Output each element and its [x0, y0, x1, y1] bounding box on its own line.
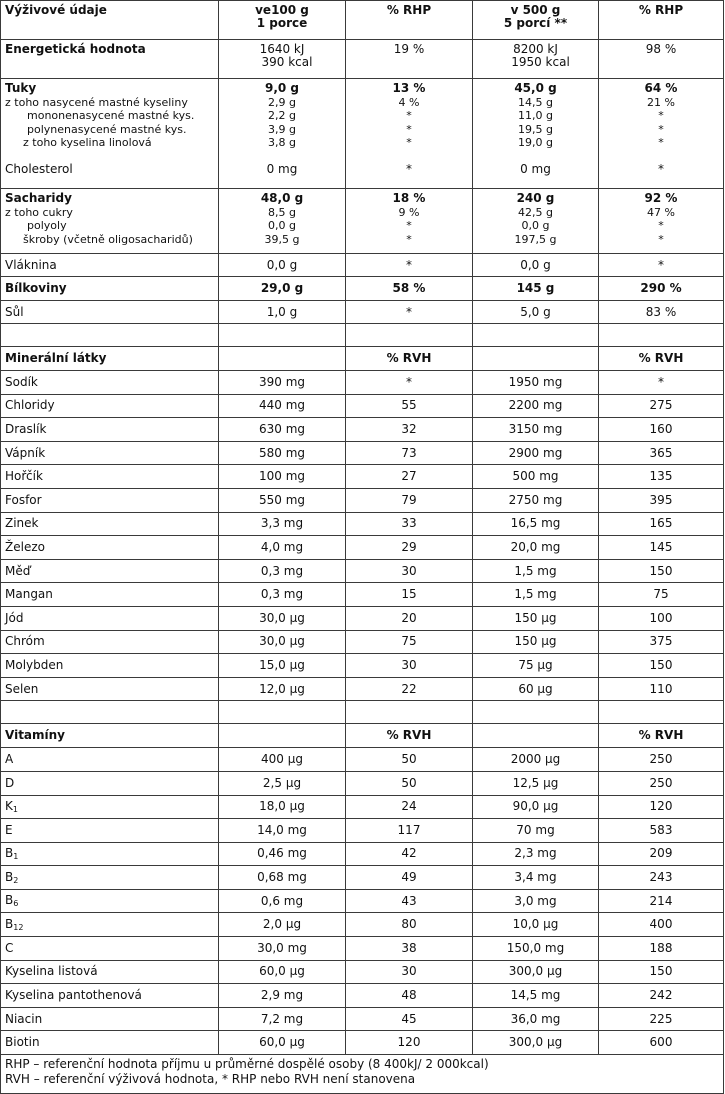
mineral-label: Hořčík [1, 465, 219, 489]
fiber-rhp2: * [599, 254, 724, 277]
vitamin-row [1, 771, 724, 795]
fats-v2-item: 14,5 g [518, 95, 553, 109]
fats-v2-item: 19,5 g [518, 122, 553, 136]
mineral-pack: 2900 mg [473, 441, 599, 465]
vitamin-label: $B_1$ [1, 842, 219, 866]
mineral-row [1, 512, 724, 536]
vitamin-pack: 300,0 µg [473, 1031, 599, 1055]
vitamin-rvh2: 120 [599, 795, 724, 819]
footnote-rvh: RVH – referenční výživová hodnota, * RHP nebo RVH není stanovena [5, 1072, 416, 1087]
rhp-column-header: % RHP [346, 1, 473, 40]
carbs-serving-values [219, 189, 346, 254]
mineral-serving: 4,0 mg [219, 536, 346, 560]
mineral-serving: 0,3 mg [219, 583, 346, 607]
nutrition-table-body [1, 1, 724, 1094]
mineral-rvh: 55 [346, 394, 473, 418]
mineral-serving: 30,0 µg [219, 630, 346, 654]
vitamin-serving: 60,0 µg [219, 960, 346, 984]
carbs-v2-item: 0,0 g [521, 219, 550, 233]
fats-v2-item: 11,0 g [518, 109, 553, 123]
fats-rhp-values [346, 79, 473, 189]
vitamin-row [1, 748, 724, 772]
mineral-serving: 440 mg [219, 394, 346, 418]
mineral-row [1, 465, 724, 489]
mineral-label: Měď [1, 559, 219, 583]
vitamin-rvh2: 243 [599, 866, 724, 890]
energy-pack-kj: 8200 kJ [513, 42, 558, 56]
mineral-pack: 150 µg [473, 630, 599, 654]
fats-v1-item: 9,0 g [264, 81, 300, 95]
footnotes [1, 1055, 724, 1094]
mineral-rvh: 15 [346, 583, 473, 607]
mineral-rvh: 32 [346, 418, 473, 442]
mineral-row [1, 606, 724, 630]
mineral-rvh2: 150 [599, 559, 724, 583]
vitamin-serving: 2,9 mg [219, 984, 346, 1008]
vitamin-rvh: 30 [346, 960, 473, 984]
fiber-label: Vláknina [1, 254, 219, 277]
fats-labels-item: mononenasycené mastné kys. [27, 109, 195, 123]
mineral-rvh2: 375 [599, 630, 724, 654]
vitamin-label: $K_1$ [1, 795, 219, 819]
fats-labels-item: z toho nasycené mastné kyseliny [5, 95, 188, 109]
vitamin-row [1, 1031, 724, 1055]
energy-row [1, 40, 724, 79]
pack-header-line-1: v 500 g [510, 3, 561, 17]
vitamin-rvh2: 225 [599, 1007, 724, 1031]
vitamin-rvh: 38 [346, 937, 473, 961]
cholesterol-p1: * [406, 161, 412, 176]
vitamin-rvh2: 150 [599, 960, 724, 984]
header-row [1, 1, 724, 40]
vitamin-row [1, 937, 724, 961]
vitamin-label: $B_2$ [1, 866, 219, 890]
carbs-pack-values [473, 189, 599, 254]
cholesterol-v1: 0 mg [266, 161, 298, 176]
energy-serving-kj: 1640 kJ [259, 42, 305, 56]
mineral-label: Sodík [1, 371, 219, 395]
vitamin-row [1, 889, 724, 913]
vitamin-serving: 0,68 mg [219, 866, 346, 890]
mineral-pack: 16,5 mg [473, 512, 599, 536]
vitamin-rvh2: 209 [599, 842, 724, 866]
vitamin-row [1, 819, 724, 843]
vitamin-rvh: 49 [346, 866, 473, 890]
vitamin-pack: 70 mg [473, 819, 599, 843]
vitamin-rvh: 50 [346, 748, 473, 772]
mineral-rvh: 79 [346, 488, 473, 512]
serving-header-line-2: 1 porce [256, 16, 308, 30]
fiber-row [1, 254, 724, 277]
fats-p1-item: 13 % [392, 81, 426, 95]
vitamin-rvh: 117 [346, 819, 473, 843]
vitamin-rvh: 48 [346, 984, 473, 1008]
vitamin-rvh2: 242 [599, 984, 724, 1008]
mineral-row [1, 536, 724, 560]
vitamin-label: $B_6$ [1, 889, 219, 913]
fats-v2-item: 45,0 g [514, 81, 557, 95]
minerals-rvh2-header: % RVH [599, 347, 724, 371]
vitamin-serving: 18,0 µg [219, 795, 346, 819]
vitamin-rvh: 120 [346, 1031, 473, 1055]
fats-pack-values [473, 79, 599, 189]
vitamin-rvh2: 400 [599, 913, 724, 937]
mineral-pack: 60 µg [473, 677, 599, 701]
mineral-rvh: * [346, 371, 473, 395]
vitamin-pack: 12,5 µg [473, 771, 599, 795]
vitamin-pack: 14,5 mg [473, 984, 599, 1008]
fats-p2-item: * [658, 122, 664, 136]
vitamin-rvh: 80 [346, 913, 473, 937]
mineral-pack: 1,5 mg [473, 559, 599, 583]
carbs-v1-item: 39,5 g [264, 232, 300, 246]
vitamin-row [1, 795, 724, 819]
mineral-rvh: 30 [346, 559, 473, 583]
vitamin-pack: 150,0 mg [473, 937, 599, 961]
vitamin-serving: 0,6 mg [219, 889, 346, 913]
carbs-v2-item: 42,5 g [518, 205, 553, 219]
energy-serving-value [219, 40, 346, 79]
mineral-rvh2: 145 [599, 536, 724, 560]
protein-serving: 29,0 g [219, 277, 346, 301]
vitamin-label: $B_{12}$ [1, 913, 219, 937]
fats-p1-item: 4 % [398, 95, 420, 109]
carbs-v1-item: 8,5 g [268, 205, 296, 219]
vitamin-rvh2: 188 [599, 937, 724, 961]
fats-labels-item: z toho kyselina linolová [23, 136, 152, 150]
carbs-labels-item: škroby (včetně oligosacharidů) [23, 232, 193, 246]
fats-labels [1, 79, 219, 189]
mineral-row [1, 583, 724, 607]
vitamin-serving: 60,0 µg [219, 1031, 346, 1055]
mineral-rvh: 27 [346, 465, 473, 489]
mineral-serving: 3,3 mg [219, 512, 346, 536]
fats-block [1, 79, 724, 189]
mineral-row [1, 418, 724, 442]
vitamin-row [1, 1007, 724, 1031]
carbs-p2-item: * [658, 232, 664, 246]
salt-label: Sůl [1, 301, 219, 324]
salt-serving: 1,0 g [219, 301, 346, 324]
mineral-serving: 30,0 µg [219, 606, 346, 630]
fats-p2-item: * [658, 136, 664, 150]
fats-p2-item: 64 % [644, 81, 678, 95]
vitamins-header-row [1, 724, 724, 748]
vitamin-pack: 2000 µg [473, 748, 599, 772]
minerals-title: Minerální látky [1, 347, 219, 371]
carbs-labels-item: Sacharidy [5, 191, 72, 205]
carbs-v1-item: 0,0 g [268, 219, 296, 233]
fiber-serving: 0,0 g [219, 254, 346, 277]
mineral-rvh2: 160 [599, 418, 724, 442]
vitamin-label: Kyselina pantothenová [1, 984, 219, 1008]
mineral-rvh2: * [599, 371, 724, 395]
mineral-rvh: 73 [346, 441, 473, 465]
fiber-pack: 0,0 g [473, 254, 599, 277]
energy-pack-kcal: 1950 kcal [511, 55, 570, 69]
mineral-rvh2: 365 [599, 441, 724, 465]
fiber-rhp: * [346, 254, 473, 277]
vitamin-rvh: 42 [346, 842, 473, 866]
mineral-pack: 1950 mg [473, 371, 599, 395]
pack-header-line-2: 5 porcí ** [503, 16, 568, 30]
mineral-label: Železo [1, 536, 219, 560]
fats-p2-item: 21 % [647, 95, 675, 109]
vitamin-pack: 300,0 µg [473, 960, 599, 984]
fats-serving-values [219, 79, 346, 189]
energy-rhp: 19 % [346, 40, 473, 79]
vitamin-rvh2: 600 [599, 1031, 724, 1055]
mineral-serving: 580 mg [219, 441, 346, 465]
vitamin-rvh: 50 [346, 771, 473, 795]
mineral-pack: 1,5 mg [473, 583, 599, 607]
mineral-pack: 500 mg [473, 465, 599, 489]
vitamin-rvh2: 583 [599, 819, 724, 843]
mineral-row [1, 677, 724, 701]
protein-rhp: 58 % [346, 277, 473, 301]
fats-v2-item: 19,0 g [518, 136, 553, 150]
vitamin-rvh: 45 [346, 1007, 473, 1031]
nutrition-title: Výživové údaje [1, 1, 219, 40]
mineral-row [1, 654, 724, 678]
mineral-row [1, 371, 724, 395]
carbs-v2-item: 197,5 g [514, 232, 557, 246]
carbs-p2-item: 92 % [644, 191, 678, 205]
mineral-rvh2: 150 [599, 654, 724, 678]
serving-column-header [219, 1, 346, 40]
energy-serving-kcal: 390 kcal [261, 55, 313, 69]
vitamin-pack: 10,0 µg [473, 913, 599, 937]
mineral-pack: 150 µg [473, 606, 599, 630]
vitamin-rvh2: 214 [599, 889, 724, 913]
vitamin-label: Niacin [1, 1007, 219, 1031]
vitamins-title: Vitamíny [1, 724, 219, 748]
fats-v1-item: 3,9 g [268, 122, 296, 136]
salt-pack: 5,0 g [473, 301, 599, 324]
vitamins-rvh-header: % RVH [346, 724, 473, 748]
vitamin-row [1, 984, 724, 1008]
mineral-rvh2: 100 [599, 606, 724, 630]
mineral-rvh: 20 [346, 606, 473, 630]
fats-labels-item: Tuky [5, 81, 37, 95]
salt-rhp2: 83 % [599, 301, 724, 324]
mineral-serving: 0,3 mg [219, 559, 346, 583]
vitamins-rvh2-header: % RVH [599, 724, 724, 748]
carbs-v2-item: 240 g [516, 191, 555, 205]
carbs-p2-item: * [658, 219, 664, 233]
fats-v1-item: 3,8 g [268, 136, 296, 150]
protein-rhp2: 290 % [599, 277, 724, 301]
rhp2-column-header: % RHP [599, 1, 724, 40]
mineral-pack: 75 µg [473, 654, 599, 678]
carbs-labels [1, 189, 219, 254]
vitamin-label: E [1, 819, 219, 843]
mineral-label: Mangan [1, 583, 219, 607]
mineral-rvh: 75 [346, 630, 473, 654]
vitamin-pack: 36,0 mg [473, 1007, 599, 1031]
protein-label: Bílkoviny [1, 277, 219, 301]
carbs-p1-item: * [406, 219, 412, 233]
vitamin-pack: 2,3 mg [473, 842, 599, 866]
carbs-rhp-values [346, 189, 473, 254]
salt-rhp: * [346, 301, 473, 324]
vitamin-rvh2: 250 [599, 771, 724, 795]
minerals-rvh-header: % RVH [346, 347, 473, 371]
mineral-serving: 15,0 µg [219, 654, 346, 678]
vitamin-serving: 2,5 µg [219, 771, 346, 795]
vitamin-rvh: 24 [346, 795, 473, 819]
mineral-rvh2: 275 [599, 394, 724, 418]
mineral-label: Jód [1, 606, 219, 630]
vitamin-row [1, 866, 724, 890]
mineral-serving: 12,0 µg [219, 677, 346, 701]
mineral-pack: 2200 mg [473, 394, 599, 418]
energy-rhp2: 98 % [599, 40, 724, 79]
vitamin-label: Kyselina listová [1, 960, 219, 984]
mineral-label: Molybden [1, 654, 219, 678]
footnote-row [1, 1055, 724, 1094]
mineral-pack: 2750 mg [473, 488, 599, 512]
energy-label: Energetická hodnota [1, 40, 219, 79]
vitamin-label: C [1, 937, 219, 961]
mineral-rvh: 29 [346, 536, 473, 560]
mineral-label: Chloridy [1, 394, 219, 418]
carbs-v1-item: 48,0 g [260, 191, 304, 205]
fats-p1-item: * [406, 109, 412, 123]
spacer-row [1, 701, 724, 724]
mineral-label: Vápník [1, 441, 219, 465]
vitamin-label: Biotin [1, 1031, 219, 1055]
vitamin-serving: 0,46 mg [219, 842, 346, 866]
carbs-p1-item: 9 % [398, 205, 420, 219]
vitamin-serving: 30,0 mg [219, 937, 346, 961]
serving-header-line-1: ve100 g [255, 3, 309, 17]
energy-pack-value [473, 40, 599, 79]
mineral-label: Draslík [1, 418, 219, 442]
vitamin-serving: 7,2 mg [219, 1007, 346, 1031]
carbs-labels-item: z toho cukry [5, 205, 73, 219]
carbs-p2-item: 47 % [647, 205, 675, 219]
mineral-label: Chróm [1, 630, 219, 654]
mineral-rvh2: 395 [599, 488, 724, 512]
cholesterol-labels: Cholesterol [5, 161, 73, 176]
fats-p1-item: * [406, 122, 412, 136]
mineral-rvh2: 75 [599, 583, 724, 607]
mineral-rvh2: 135 [599, 465, 724, 489]
vitamin-rvh: 43 [346, 889, 473, 913]
mineral-row [1, 559, 724, 583]
mineral-serving: 390 mg [219, 371, 346, 395]
carbs-p1-item: 18 % [392, 191, 426, 205]
protein-pack: 145 g [473, 277, 599, 301]
cholesterol-v2: 0 mg [520, 161, 551, 176]
carbs-block [1, 189, 724, 254]
vitamin-pack: 90,0 µg [473, 795, 599, 819]
mineral-rvh: 22 [346, 677, 473, 701]
salt-row [1, 301, 724, 324]
protein-row [1, 277, 724, 301]
vitamin-row [1, 913, 724, 937]
mineral-rvh: 33 [346, 512, 473, 536]
mineral-row [1, 488, 724, 512]
vitamin-label: D [1, 771, 219, 795]
vitamin-serving: 400 µg [219, 748, 346, 772]
fats-labels-item: polynenasycené mastné kys. [27, 122, 187, 136]
vitamin-row [1, 960, 724, 984]
mineral-row [1, 441, 724, 465]
carbs-p1-item: * [406, 232, 412, 246]
footnote-rhp: RHP – referenční hodnota příjmu u průměrné dospělé osoby (8 400kJ/ 2 000kcal) [5, 1057, 489, 1072]
vitamin-pack: 3,4 mg [473, 866, 599, 890]
mineral-serving: 100 mg [219, 465, 346, 489]
minerals-header-row [1, 347, 724, 371]
mineral-serving: 630 mg [219, 418, 346, 442]
mineral-rvh: 30 [346, 654, 473, 678]
mineral-label: Fosfor [1, 488, 219, 512]
mineral-pack: 3150 mg [473, 418, 599, 442]
fats-v1-item: 2,9 g [268, 95, 296, 109]
mineral-rvh2: 165 [599, 512, 724, 536]
vitamin-rvh2: 250 [599, 748, 724, 772]
fats-p2-item: * [658, 109, 664, 123]
pack-column-header [473, 1, 599, 40]
mineral-row [1, 630, 724, 654]
mineral-label: Selen [1, 677, 219, 701]
mineral-label: Zinek [1, 512, 219, 536]
vitamin-serving: 14,0 mg [219, 819, 346, 843]
fats-rhp2-values [599, 79, 724, 189]
vitamin-serving: 2,0 µg [219, 913, 346, 937]
mineral-row [1, 394, 724, 418]
vitamin-row [1, 842, 724, 866]
mineral-pack: 20,0 mg [473, 536, 599, 560]
cholesterol-p2: * [658, 161, 664, 176]
carbs-labels-item: polyoly [27, 219, 67, 233]
vitamin-label: A [1, 748, 219, 772]
mineral-serving: 550 mg [219, 488, 346, 512]
fats-v1-item: 2,2 g [268, 109, 296, 123]
carbs-rhp2-values [599, 189, 724, 254]
vitamin-pack: 3,0 mg [473, 889, 599, 913]
spacer-row [1, 324, 724, 347]
mineral-rvh2: 110 [599, 677, 724, 701]
fats-p1-item: * [406, 136, 412, 150]
